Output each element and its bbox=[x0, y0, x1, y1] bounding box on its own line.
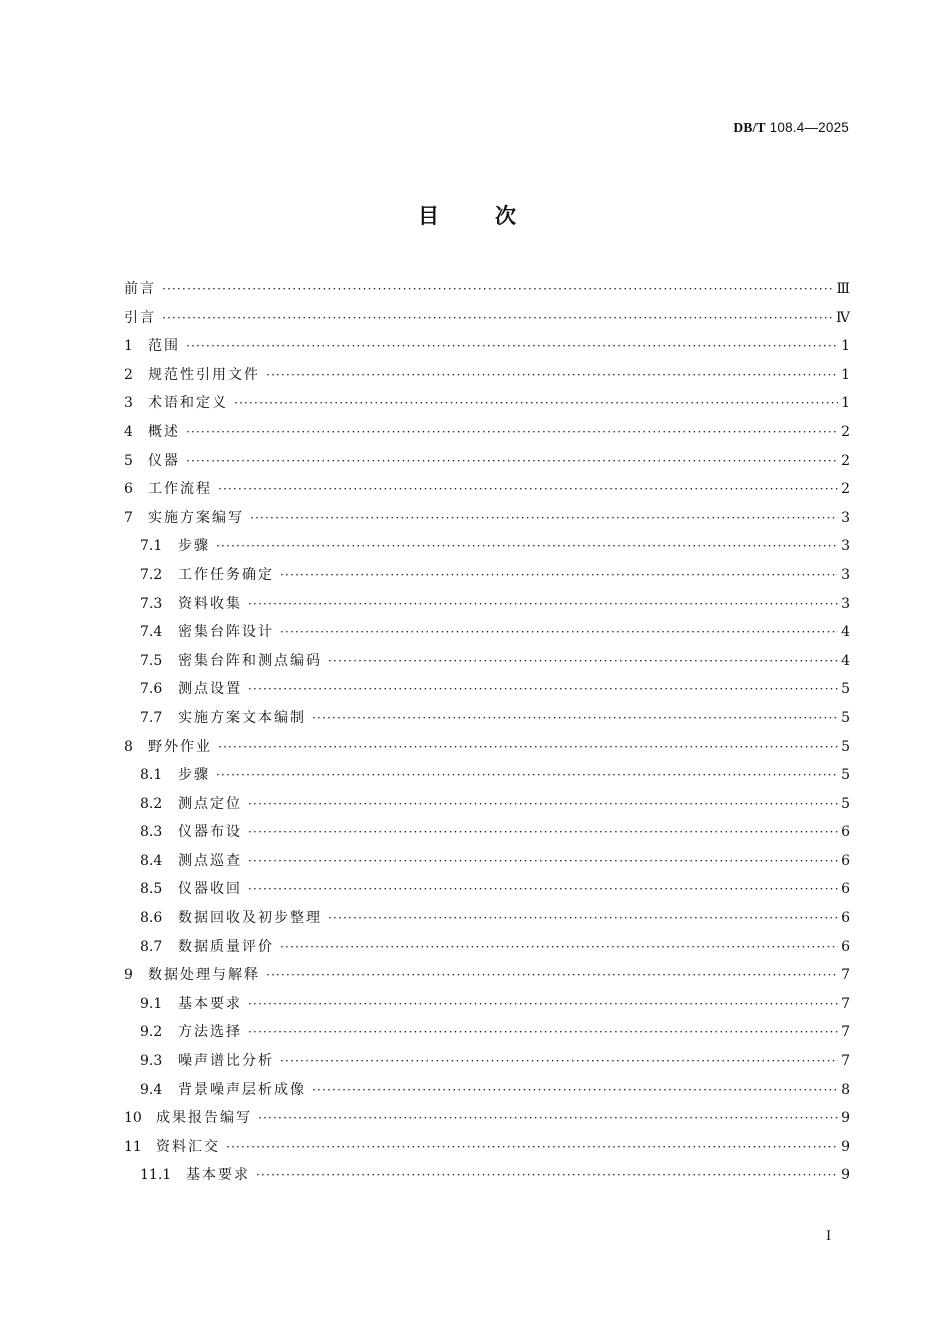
toc-entry-number: 1 bbox=[124, 338, 133, 355]
toc-entry[interactable] bbox=[124, 564, 850, 593]
toc-entry-page: 3 bbox=[841, 509, 850, 526]
toc-leader-dots bbox=[266, 368, 838, 382]
toc-leader-dots bbox=[280, 1054, 838, 1068]
toc-leader-dots bbox=[218, 482, 838, 496]
toc-entry-label: 步骤 bbox=[178, 538, 210, 555]
toc-entry-label: 数据处理与解释 bbox=[148, 967, 260, 984]
toc-entry-number: 10 bbox=[124, 1110, 142, 1127]
toc-leader-dots bbox=[250, 511, 838, 525]
toc-entry[interactable] bbox=[124, 507, 850, 536]
page-title: 目次 bbox=[418, 203, 572, 228]
toc-entry-label: 术语和定义 bbox=[148, 395, 228, 412]
toc-entry[interactable] bbox=[124, 535, 850, 564]
toc-entry-number: 8 bbox=[124, 738, 133, 755]
toc-entry-number: 7.2 bbox=[140, 566, 163, 583]
toc-entry-label: 工作任务确定 bbox=[178, 566, 274, 583]
toc-entry[interactable] bbox=[124, 1136, 850, 1165]
toc-entry-label: 方法选择 bbox=[178, 1024, 242, 1041]
toc-entry[interactable] bbox=[124, 736, 850, 765]
toc-entry-number: 7.5 bbox=[140, 652, 163, 669]
toc-entry[interactable] bbox=[124, 993, 850, 1022]
footer-page-number: I bbox=[826, 1229, 832, 1244]
toc-leader-dots bbox=[162, 311, 833, 325]
toc-entry-page: 3 bbox=[841, 538, 850, 555]
toc-entry[interactable] bbox=[124, 1079, 850, 1108]
toc-entry[interactable] bbox=[124, 850, 850, 879]
toc-entry-label: 仪器布设 bbox=[178, 824, 242, 841]
toc-entry-number: 9.1 bbox=[140, 995, 163, 1012]
toc-entry[interactable] bbox=[124, 621, 850, 650]
toc-leader-dots bbox=[186, 454, 838, 468]
toc-entry[interactable] bbox=[124, 793, 850, 822]
toc-entry-number: 11 bbox=[124, 1138, 142, 1155]
toc-entry[interactable] bbox=[124, 1107, 850, 1136]
toc-leader-dots bbox=[280, 625, 838, 639]
toc-entry-page: 5 bbox=[841, 767, 850, 784]
toc-entry-label: 基本要求 bbox=[178, 995, 242, 1012]
toc-entry-number: 8.2 bbox=[140, 795, 163, 812]
toc-entry-page: 2 bbox=[841, 481, 850, 498]
toc-entry-number: 7.7 bbox=[140, 709, 163, 726]
toc-entry-label: 前言 bbox=[124, 281, 156, 297]
toc-entry-label: 引言 bbox=[124, 309, 156, 326]
toc-entry-label: 实施方案编写 bbox=[148, 509, 244, 526]
toc-entry-label: 测点定位 bbox=[178, 795, 242, 812]
toc-leader-dots bbox=[234, 396, 838, 410]
toc-entry[interactable] bbox=[124, 964, 850, 993]
toc-entry-number: 8.3 bbox=[140, 824, 163, 841]
toc-entry-page: 6 bbox=[841, 910, 850, 927]
toc-entry-page: Ⅲ bbox=[836, 281, 850, 297]
toc-entry-page: Ⅳ bbox=[836, 309, 850, 326]
toc-entry[interactable] bbox=[124, 678, 850, 707]
standard-code bbox=[733, 120, 849, 136]
toc-entry-label: 数据质量评价 bbox=[178, 938, 274, 955]
toc-entry[interactable] bbox=[124, 764, 850, 793]
toc-entry-label: 数据回收及初步整理 bbox=[178, 910, 322, 927]
toc-leader-dots bbox=[248, 682, 838, 696]
toc-leader-dots bbox=[248, 825, 838, 839]
toc-entry-page: 6 bbox=[841, 938, 850, 955]
toc-leader-dots bbox=[312, 1083, 838, 1097]
toc-entry[interactable] bbox=[124, 278, 850, 307]
toc-entry-label: 工作流程 bbox=[148, 481, 212, 498]
toc-entry[interactable] bbox=[124, 364, 850, 393]
toc-entry-label: 密集台阵设计 bbox=[178, 624, 274, 641]
toc-entry-page: 7 bbox=[841, 995, 850, 1012]
toc-entry-number: 8.6 bbox=[140, 910, 163, 927]
toc-entry-number: 9.4 bbox=[140, 1081, 163, 1098]
toc-entry[interactable] bbox=[124, 450, 850, 479]
toc-entry-number: 6 bbox=[124, 481, 133, 498]
toc-leader-dots bbox=[312, 711, 838, 725]
toc-entry[interactable] bbox=[124, 936, 850, 965]
toc-entry-page: 1 bbox=[841, 366, 850, 383]
table-of-contents bbox=[124, 278, 850, 1193]
toc-entry-number: 7.4 bbox=[140, 624, 163, 641]
toc-entry-page: 6 bbox=[841, 852, 850, 869]
toc-leader-dots bbox=[328, 654, 838, 668]
toc-entry-number: 7.3 bbox=[140, 595, 163, 612]
toc-entry-number: 9.2 bbox=[140, 1024, 163, 1041]
toc-leader-dots bbox=[216, 768, 838, 782]
toc-entry-number: 9.3 bbox=[140, 1053, 163, 1070]
toc-entry-page: 4 bbox=[841, 624, 850, 641]
toc-entry[interactable] bbox=[124, 421, 850, 450]
toc-leader-dots bbox=[258, 1111, 838, 1125]
toc-leader-dots bbox=[248, 797, 838, 811]
toc-entry-page: 9 bbox=[841, 1110, 850, 1127]
toc-entry-page: 1 bbox=[841, 338, 850, 355]
toc-entry[interactable] bbox=[124, 478, 850, 507]
toc-leader-dots bbox=[162, 282, 833, 296]
toc-entry-page: 7 bbox=[841, 967, 850, 984]
toc-entry-page: 6 bbox=[841, 824, 850, 841]
toc-entry-page: 5 bbox=[841, 738, 850, 755]
toc-leader-dots bbox=[248, 997, 838, 1011]
toc-entry-page: 2 bbox=[841, 452, 850, 469]
toc-entry-number: 9 bbox=[124, 967, 133, 984]
toc-entry-number: 8.5 bbox=[140, 881, 163, 898]
toc-entry-page: 3 bbox=[841, 566, 850, 583]
toc-entry-label: 概述 bbox=[148, 423, 180, 440]
toc-entry-label: 基本要求 bbox=[186, 1167, 250, 1184]
toc-entry-label: 成果报告编写 bbox=[156, 1110, 252, 1127]
toc-entry-label: 资料收集 bbox=[178, 595, 242, 612]
toc-entry-page: 9 bbox=[841, 1167, 850, 1184]
toc-leader-dots bbox=[248, 854, 838, 868]
toc-leader-dots bbox=[248, 597, 838, 611]
toc-entry-label: 测点巡查 bbox=[178, 852, 242, 869]
toc-entry-label: 野外作业 bbox=[148, 738, 212, 755]
toc-entry[interactable] bbox=[124, 392, 850, 421]
toc-entry-number: 7.6 bbox=[140, 681, 163, 698]
toc-entry[interactable] bbox=[124, 907, 850, 936]
toc-leader-dots bbox=[186, 339, 838, 353]
toc-entry-number: 7.1 bbox=[140, 538, 163, 555]
toc-entry-page: 6 bbox=[841, 881, 850, 898]
toc-entry-number: 5 bbox=[124, 452, 133, 469]
toc-entry-page: 3 bbox=[841, 595, 850, 612]
toc-entry-label: 仪器收回 bbox=[178, 881, 242, 898]
toc-entry-page: 5 bbox=[841, 709, 850, 726]
standard-code-prefix: DB/T bbox=[733, 120, 766, 135]
toc-entry[interactable] bbox=[124, 1021, 850, 1050]
toc-entry-label: 步骤 bbox=[178, 767, 210, 784]
toc-leader-dots bbox=[226, 1140, 838, 1154]
toc-entry-label: 背景噪声层析成像 bbox=[178, 1081, 306, 1098]
toc-leader-dots bbox=[218, 740, 838, 754]
toc-entry[interactable] bbox=[124, 821, 850, 850]
toc-entry-page: 2 bbox=[841, 423, 850, 440]
toc-entry-label: 噪声谱比分析 bbox=[178, 1053, 274, 1070]
toc-leader-dots bbox=[216, 539, 838, 553]
toc-entry-page: 5 bbox=[841, 681, 850, 698]
toc-entry-number: 8.7 bbox=[140, 938, 163, 955]
toc-leader-dots bbox=[248, 1025, 838, 1039]
toc-entry-number: 2 bbox=[124, 366, 133, 383]
toc-entry-label: 测点设置 bbox=[178, 681, 242, 698]
toc-entry[interactable] bbox=[124, 1164, 850, 1193]
toc-entry[interactable] bbox=[124, 1050, 850, 1079]
toc-entry-label: 范围 bbox=[148, 338, 180, 355]
toc-entry-label: 实施方案文本编制 bbox=[178, 709, 306, 726]
toc-leader-dots bbox=[280, 940, 838, 954]
toc-entry-number: 7 bbox=[124, 509, 133, 526]
toc-entry-page: 7 bbox=[841, 1024, 850, 1041]
toc-entry[interactable] bbox=[124, 878, 850, 907]
toc-leader-dots bbox=[186, 425, 838, 439]
toc-entry-page: 7 bbox=[841, 1053, 850, 1070]
toc-entry-label: 资料汇交 bbox=[156, 1138, 220, 1155]
toc-entry-number: 8.4 bbox=[140, 852, 163, 869]
toc-leader-dots bbox=[280, 568, 838, 582]
toc-entry-number: 4 bbox=[124, 423, 133, 440]
toc-entry[interactable] bbox=[124, 593, 850, 622]
toc-leader-dots bbox=[256, 1168, 838, 1182]
toc-entry-page: 1 bbox=[841, 395, 850, 412]
toc-leader-dots bbox=[328, 911, 838, 925]
toc-entry-page: 4 bbox=[841, 652, 850, 669]
toc-entry-number: 8.1 bbox=[140, 767, 163, 784]
toc-entry-label: 规范性引用文件 bbox=[148, 366, 260, 383]
toc-entry-label: 密集台阵和测点编码 bbox=[178, 652, 322, 669]
toc-entry[interactable] bbox=[124, 307, 850, 336]
toc-entry-page: 8 bbox=[841, 1081, 850, 1098]
toc-entry[interactable] bbox=[124, 335, 850, 364]
toc-entry-label: 仪器 bbox=[148, 452, 180, 469]
toc-leader-dots bbox=[266, 968, 838, 982]
toc-entry[interactable] bbox=[124, 650, 850, 679]
standard-code-number: 108.4—2025 bbox=[765, 120, 849, 135]
toc-entry-number: 3 bbox=[124, 395, 133, 412]
toc-entry-number: 11.1 bbox=[140, 1167, 172, 1184]
toc-leader-dots bbox=[248, 882, 838, 896]
toc-entry-page: 5 bbox=[841, 795, 850, 812]
toc-entry[interactable] bbox=[124, 707, 850, 736]
toc-entry-page: 9 bbox=[841, 1138, 850, 1155]
